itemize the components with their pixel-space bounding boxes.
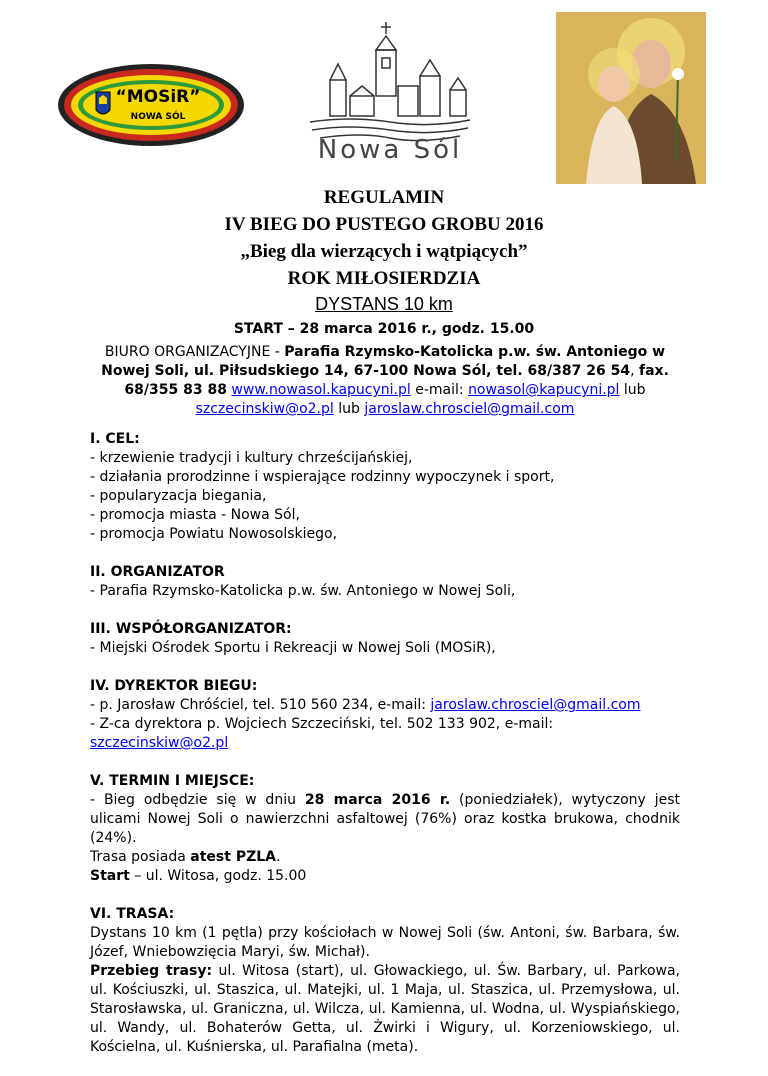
- office-address: Parafia Rzymsko-Katolicka p.w. św. Antoniego w Nowej Soli, ul. Piłsudskiego 14, 67-100 Nowa Sól, tel. 68/387 26 54: [101, 344, 666, 379]
- office-separator: ,: [630, 363, 639, 379]
- deputy-line: [90, 715, 680, 753]
- section-organizator: [90, 563, 680, 601]
- text-run: Trasa posiada: [90, 849, 191, 865]
- event-subtitle: „Bieg dla wierzących i wątpiących”: [240, 241, 528, 262]
- director-text: - p. Jarosław Chróściel, tel. 510 560 234, e-mail:: [90, 697, 431, 713]
- section-title: I. CEL:: [90, 431, 140, 447]
- section-wspolorganizator: [90, 620, 680, 658]
- section-title: V. TERMIN I MIEJSCE:: [90, 773, 255, 789]
- regulation-body: [90, 430, 680, 1076]
- email-link-chrosciel[interactable]: jaroslaw.chrosciel@gmail.com: [364, 401, 575, 417]
- event-title: IV BIEG DO PUSTEGO GROBU 2016: [224, 214, 544, 235]
- route-label: Przebieg trasy:: [90, 963, 213, 979]
- office-fax: fax. 68/355 83 88: [124, 363, 669, 398]
- director-line: [90, 696, 680, 715]
- director-email-link[interactable]: jaroslaw.chrosciel@gmail.com: [430, 697, 641, 713]
- title-regulamin: REGULAMIN: [323, 187, 445, 208]
- email-link-nowasol[interactable]: nowasol@kapucyni.pl: [468, 382, 620, 398]
- section-title: IV. DYREKTOR BIEGU:: [90, 678, 258, 694]
- start-line: [90, 867, 680, 886]
- text-run: – ul. Witosa, godz. 15.00: [129, 868, 307, 884]
- or-text: lub: [619, 382, 646, 398]
- start-info: START – 28 marca 2016 r., godz. 15.00: [233, 321, 535, 337]
- atest-line: [90, 848, 680, 867]
- distance: DYSTANS 10 km: [315, 294, 453, 314]
- list-item: - promocja miasta - Nowa Sól,: [90, 507, 300, 523]
- trasa-paragraph: Dystans 10 km (1 pętla) przy kościołach w Nowej Soli (św. Antoni, św. Barbara, św. Józef, Wniebowzięcia Maryi, św. Michał).: [90, 925, 680, 960]
- website-link[interactable]: www.nowasol.kapucyni.pl: [231, 382, 411, 398]
- route-description: [90, 962, 680, 1057]
- saint-anthony-image: [556, 12, 706, 184]
- section-title: VI. TRASA:: [90, 906, 175, 922]
- year-theme: ROK MIŁOSIERDZIA: [287, 268, 481, 289]
- section-dyrektor: [90, 677, 680, 753]
- section-title: III. WSPÓŁORGANIZATOR:: [90, 621, 292, 637]
- nowa-sol-logo: [290, 20, 490, 164]
- race-date: 28 marca 2016 r.: [304, 792, 451, 808]
- section-text: - Parafia Rzymsko-Katolicka p.w. św. Antoniego w Nowej Soli,: [90, 583, 516, 599]
- office-label: BIURO ORGANIZACYJNE -: [104, 344, 285, 360]
- mosir-logo: [56, 62, 246, 148]
- deputy-email-link[interactable]: szczecinskiw@o2.pl: [90, 735, 229, 751]
- section-termin: [90, 772, 680, 886]
- city-name: Nowa Sól: [317, 135, 463, 164]
- section-cel: [90, 430, 680, 544]
- section-text: - Miejski Ośrodek Sportu i Rekreacji w Nowej Soli (MOSiR),: [90, 640, 496, 656]
- organizing-office: [90, 343, 680, 419]
- route-streets: ul. Witosa (start), ul. Głowackiego, ul. Św. Barbary, ul. Parkowa, ul. Kościuszki, ul. Staszica, ul. Matejki, ul. 1 Maja, ul. Staszica, ul. Przemysłowa, ul. Starosławska, ul. Graniczna, ul. Wilcza, ul. Kamienna, ul. Wodna, ul. Wyspiańskiego, ul. Wandy, ul. Bohaterów Getta, ul. Żwirki i Wigury, ul. Korzeniowskiego, ul. Kościelna, ul. Kuśnierska, ul. Parafialna (meta).: [90, 963, 680, 1055]
- list-item: - krzewienie tradycji i kultury chrześcijańskiej,: [90, 450, 413, 466]
- email-link-szczecinski[interactable]: szczecinskiw@o2.pl: [195, 401, 334, 417]
- deputy-text: - Z-ca dyrektora p. Wojciech Szczeciński, tel. 502 133 902, e-mail:: [90, 716, 554, 732]
- or-text: lub: [333, 401, 365, 417]
- atest-label: atest PZLA: [190, 849, 276, 865]
- termin-paragraph: [90, 791, 680, 848]
- list-item: - popularyzacja biegania,: [90, 488, 267, 504]
- document-header: [0, 184, 768, 342]
- list-item: - działania prorodzinne i wspierające rodzinny wypoczynek i sport,: [90, 469, 555, 485]
- start-label: Start: [90, 868, 130, 884]
- mosir-logo-text: “MOSiR”: [115, 87, 201, 107]
- text-run: .: [276, 849, 281, 865]
- section-title: II. ORGANIZATOR: [90, 564, 225, 580]
- text-run: (poniedziałek), wytyczony jest ulicami Nowej Soli o nawierzchni asfaltowej (76%) oraz kostka brukowa, chodnik (24%).: [90, 792, 680, 846]
- list-item: - promocja Powiatu Nowosolskiego,: [90, 526, 338, 542]
- section-trasa: [90, 905, 680, 1057]
- text-run: - Bieg odbędzie się w dniu: [90, 792, 305, 808]
- mosir-logo-subtext: NOWA SÓL: [130, 112, 186, 122]
- email-label: e-mail:: [410, 382, 469, 398]
